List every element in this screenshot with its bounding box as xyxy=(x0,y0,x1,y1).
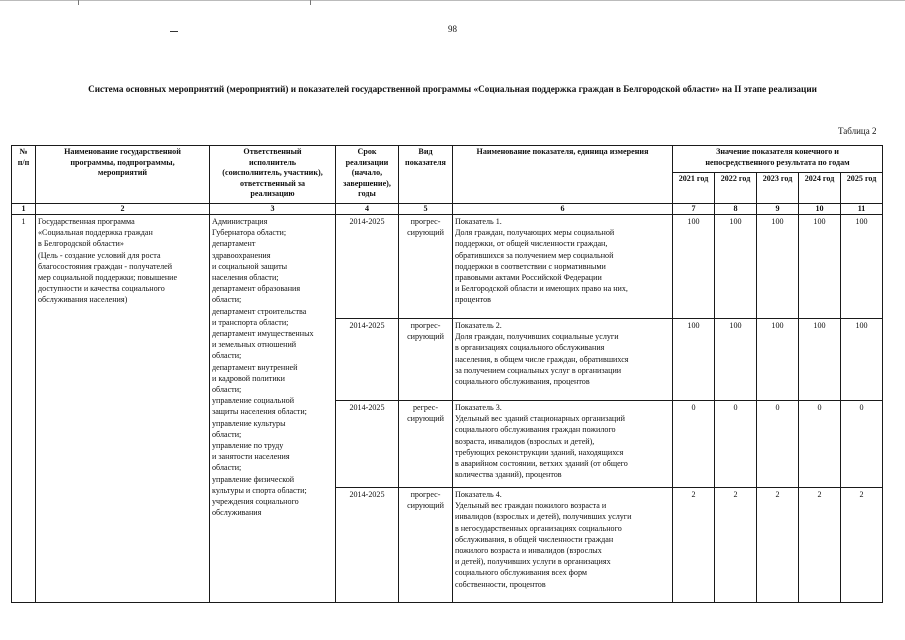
indicator-type: регрес- сирующий xyxy=(399,401,453,488)
header-values-group: Значение показателя конечного и непосредственного результата по годам xyxy=(673,146,883,173)
program-name: Государственная программа «Социальная поддержка граждан в Белгородской области» (Цель - создание условий для роста благосостояния граждан - получателей мер социальной поддержки; повышение доступности и качества социального обслуживания населения) xyxy=(36,215,210,603)
table-row xyxy=(12,215,883,319)
indicator-term: 2014-2025 xyxy=(336,401,399,488)
column-number: 5 xyxy=(399,204,453,215)
indicator-value-2024: 0 xyxy=(799,401,841,488)
column-number: 4 xyxy=(336,204,399,215)
indicator-value-2022: 100 xyxy=(715,215,757,319)
indicator-type: прогрес- сирующий xyxy=(399,215,453,319)
column-number: 10 xyxy=(799,204,841,215)
column-number: 7 xyxy=(673,204,715,215)
header-indicator-type: Вид показателя xyxy=(399,146,453,204)
header-year-2024: 2024 год xyxy=(799,173,841,204)
indicator-term: 2014-2025 xyxy=(336,215,399,319)
indicator-value-2023: 100 xyxy=(757,215,799,319)
indicator-name: Показатель 4. Удельный вес граждан пожилого возраста и инвалидов (взрослых и детей), получивших услуги в негосударственных организациях социального обслуживания, в общей численности граждан пожилого возраста и инвалидов (взрослых и детей), получивших услуги в организациях социального обслуживания всех форм собственности, процентов xyxy=(453,488,673,603)
column-number: 8 xyxy=(715,204,757,215)
column-number: 6 xyxy=(453,204,673,215)
document-title: Система основных мероприятий (мероприятий) и показателей государственной программы «Социальная поддержка граждан в Белгородской области» на II этапе реализации xyxy=(88,84,817,94)
indicator-value-2022: 100 xyxy=(715,319,757,401)
indicator-value-2023: 100 xyxy=(757,319,799,401)
scan-mark xyxy=(78,0,79,5)
indicator-value-2023: 2 xyxy=(757,488,799,603)
indicator-term: 2014-2025 xyxy=(336,319,399,401)
indicator-value-2025: 2 xyxy=(841,488,883,603)
header-year-2025: 2025 год xyxy=(841,173,883,204)
column-number: 11 xyxy=(841,204,883,215)
indicator-value-2022: 0 xyxy=(715,401,757,488)
table-header xyxy=(12,146,883,204)
indicator-value-2025: 0 xyxy=(841,401,883,488)
indicator-value-2024: 2 xyxy=(799,488,841,603)
indicator-value-2021: 2 xyxy=(673,488,715,603)
indicator-value-2024: 100 xyxy=(799,319,841,401)
header-year-2022: 2022 год xyxy=(715,173,757,204)
column-number: 1 xyxy=(12,204,36,215)
responsible-executors: Администрация Губернатора области; департамент здравоохранения и социальной защиты населения области; департамент образования области; департамент строительства и транспорта области; департамент имущественных и земельных отношений области; департамент внутренней и кадровой политики области; управление социальной защиты населения области; управление культуры области; управление по труду и занятости населения области; управление физической культуры и спорта области; учреждения социального обслуживания xyxy=(210,215,336,603)
header-year-2023: 2023 год xyxy=(757,173,799,204)
indicator-name: Показатель 3. Удельный вес зданий стационарных организаций социального обслуживания граждан пожилого возраста, инвалидов (взрослых и детей), требующих реконструкции зданий, находящихся в аварийном состоянии, ветхих зданий (от общего количества зданий), процентов xyxy=(453,401,673,488)
row-number: 1 xyxy=(12,215,36,603)
indicator-value-2021: 0 xyxy=(673,401,715,488)
column-number: 3 xyxy=(210,204,336,215)
table-label: Таблица 2 xyxy=(838,126,877,136)
indicator-value-2025: 100 xyxy=(841,215,883,319)
header-responsible: Ответственный исполнитель (соисполнитель, участник), ответственный за реализацию xyxy=(210,146,336,204)
indicator-value-2025: 100 xyxy=(841,319,883,401)
column-number-row xyxy=(12,204,883,215)
scan-mark xyxy=(310,0,311,5)
indicator-name: Показатель 2. Доля граждан, получивших социальные услуги в организациях социального обслуживания населения, в общем числе граждан, обратившихся за получением социальных услуг в организации социального обслуживания, процентов xyxy=(453,319,673,401)
header-program: Наименование государственной программы, подпрограммы, мероприятий xyxy=(36,146,210,204)
indicator-value-2021: 100 xyxy=(673,319,715,401)
header-year-2021: 2021 год xyxy=(673,173,715,204)
page-number: 98 xyxy=(448,24,457,34)
indicator-value-2024: 100 xyxy=(799,215,841,319)
indicator-type: прогрес- сирующий xyxy=(399,488,453,603)
header-term: Срок реализации (начало, завершение), годы xyxy=(336,146,399,204)
column-number: 2 xyxy=(36,204,210,215)
header-indicator-name: Наименование показателя, единица измерения xyxy=(453,146,673,204)
indicator-value-2023: 0 xyxy=(757,401,799,488)
indicator-value-2021: 100 xyxy=(673,215,715,319)
indicator-term: 2014-2025 xyxy=(336,488,399,603)
column-number: 9 xyxy=(757,204,799,215)
indicator-value-2022: 2 xyxy=(715,488,757,603)
indicator-name: Показатель 1. Доля граждан, получающих меры социальной поддержки, от общей численности граждан, обратившихся за получением мер социальной поддержки в соответствии с нормативными правовыми актами Российской Федерации и Белгородской области и имеющих право на них, процентов xyxy=(453,215,673,319)
indicator-type: прогрес- сирующий xyxy=(399,319,453,401)
scan-top-edge xyxy=(0,0,905,1)
header-num: № п/п xyxy=(12,146,36,204)
indicators-table xyxy=(11,145,883,603)
